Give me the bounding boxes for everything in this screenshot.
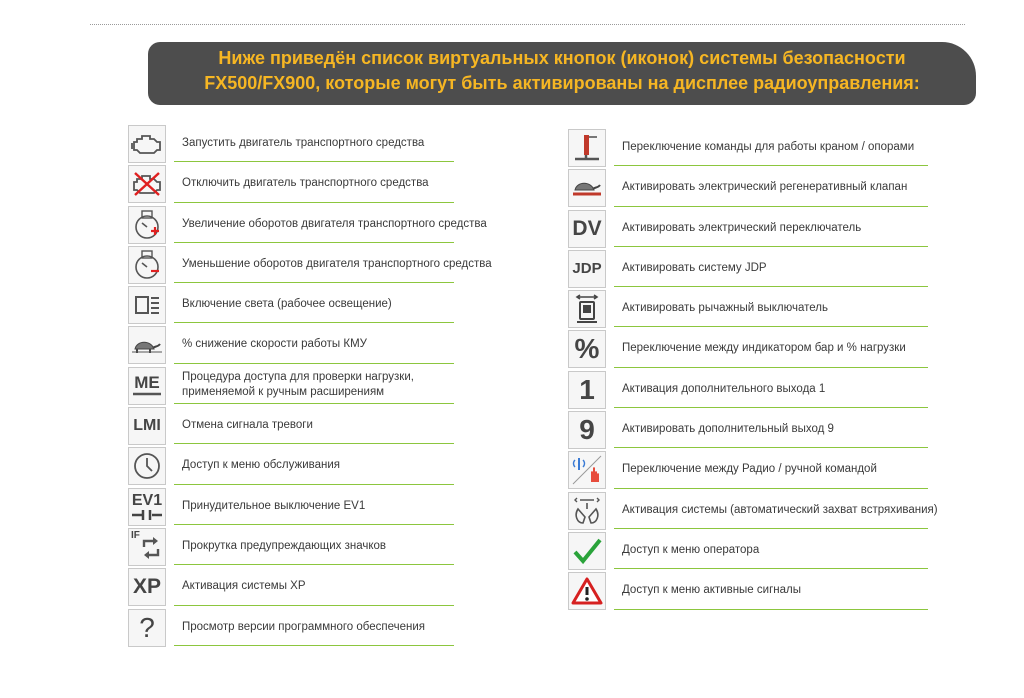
- header-banner: [148, 42, 976, 105]
- shake-system-icon[interactable]: [568, 492, 606, 530]
- row-underline: [614, 367, 928, 368]
- item-label: Увеличение оборотов двигателя транспортного средства: [182, 217, 487, 230]
- item-label: Просмотр версии программного обеспечения: [182, 620, 426, 633]
- list-item: [568, 491, 938, 531]
- row-underline: [174, 524, 454, 525]
- row-underline: [174, 645, 454, 646]
- work-light-icon[interactable]: [128, 286, 166, 324]
- me-icon[interactable]: ME: [128, 367, 166, 405]
- checkmark-icon[interactable]: [568, 532, 606, 570]
- row-underline: [614, 447, 928, 448]
- list-item: [128, 487, 454, 527]
- engine-rpm-down-icon[interactable]: [128, 246, 166, 284]
- list-item: [128, 205, 487, 245]
- item-label: Переключение между индикатором бар и % нагрузки: [622, 342, 906, 355]
- item-label: Отмена сигнала тревоги: [182, 419, 313, 432]
- row-underline: [614, 206, 928, 207]
- row-underline: [614, 165, 928, 166]
- engine-start-icon[interactable]: [128, 125, 166, 163]
- list-item: [568, 209, 928, 249]
- item-label: Активировать систему JDP: [622, 261, 767, 274]
- row-underline: [174, 484, 454, 485]
- list-item: [128, 164, 454, 204]
- list-item: [128, 285, 454, 325]
- list-item: [568, 370, 928, 410]
- row-underline: [614, 246, 928, 247]
- scroll-warnings-icon[interactable]: IF: [128, 528, 166, 566]
- item-label: Уменьшение оборотов двигателя транспортного средства: [182, 257, 492, 270]
- list-item: [568, 571, 928, 611]
- row-underline: [174, 403, 454, 404]
- list-item: [128, 406, 454, 446]
- question-icon[interactable]: ?: [128, 609, 166, 647]
- list-item: [568, 289, 928, 329]
- list-item: [568, 531, 928, 571]
- warning-icon[interactable]: [568, 572, 606, 610]
- list-item: [568, 410, 928, 450]
- row-underline: [174, 161, 454, 162]
- row-underline: [174, 242, 454, 243]
- list-item: [568, 450, 928, 490]
- row-underline: [614, 528, 928, 529]
- list-item: [568, 128, 928, 168]
- dv-icon[interactable]: DV: [568, 210, 606, 248]
- top-dotted-divider: [90, 24, 965, 25]
- list-item: [568, 329, 928, 369]
- aux-output-1-icon[interactable]: 1: [568, 371, 606, 409]
- item-label: Активировать рычажный выключатель: [622, 302, 829, 315]
- item-label: Прокрутка предупреждающих значков: [182, 539, 387, 552]
- item-label: Принудительное выключение EV1: [182, 499, 366, 512]
- engine-stop-icon[interactable]: [128, 165, 166, 203]
- row-underline: [614, 407, 928, 408]
- list-item: [568, 249, 928, 289]
- right-icon-list: [568, 128, 938, 612]
- item-label: Активация системы XP: [182, 580, 306, 593]
- list-item: [128, 446, 454, 486]
- list-item: [568, 168, 928, 208]
- item-label: Активировать электрический переключатель: [622, 221, 862, 234]
- item-label: Активация системы (автоматический захват встряхивания): [622, 503, 938, 516]
- row-underline: [614, 488, 928, 489]
- list-item: [128, 245, 492, 285]
- item-label: Активировать электрический регенеративный клапан: [622, 181, 908, 194]
- item-label: Активация дополнительного выхода 1: [622, 382, 826, 395]
- row-underline: [174, 322, 454, 323]
- row-underline: [614, 286, 928, 287]
- list-item: [128, 567, 454, 607]
- row-underline: [174, 282, 454, 283]
- list-item: [128, 325, 454, 365]
- row-underline: [614, 609, 928, 610]
- header-line-2: FX500/FX900, которые могут быть активированы на дисплее радиоуправления:: [204, 73, 920, 93]
- row-underline: [174, 363, 454, 364]
- list-item: [128, 124, 454, 164]
- item-label: Доступ к меню активные сигналы: [622, 584, 801, 597]
- row-underline: [174, 605, 454, 606]
- row-underline: [614, 568, 928, 569]
- list-item: [128, 366, 454, 406]
- xp-icon[interactable]: XP: [128, 568, 166, 606]
- row-underline: [174, 202, 454, 203]
- row-underline: [174, 443, 454, 444]
- crane-outrigger-icon[interactable]: [568, 129, 606, 167]
- left-icon-list: [128, 124, 492, 648]
- lmi-icon[interactable]: LMI: [128, 407, 166, 445]
- percent-icon[interactable]: %: [568, 330, 606, 368]
- item-label: Переключение команды для работы краном / опорами: [622, 141, 915, 153]
- row-underline: [174, 564, 454, 565]
- lever-switch-icon[interactable]: [568, 290, 606, 328]
- item-label: Включение света (рабочее освещение): [182, 298, 392, 311]
- aux-output-9-icon[interactable]: 9: [568, 411, 606, 449]
- list-item: [128, 608, 454, 648]
- clock-icon[interactable]: [128, 447, 166, 485]
- header-line-1: Ниже приведён список виртуальных кнопок (иконок) системы безопасности: [218, 48, 906, 68]
- engine-rpm-up-icon[interactable]: [128, 206, 166, 244]
- item-label: Запустить двигатель транспортного средства: [182, 137, 425, 149]
- item-label: % снижение скорости работы КМУ: [182, 338, 367, 351]
- ev1-icon[interactable]: EV1: [128, 488, 166, 526]
- turtle-icon[interactable]: [128, 326, 166, 364]
- turtle-valve-icon[interactable]: [568, 169, 606, 207]
- item-label: Доступ к меню обслуживания: [182, 459, 341, 472]
- item-label: Процедура доступа для проверки нагрузки, применяемой к ручным расширениям: [182, 371, 414, 399]
- item-label: Активировать дополнительный выход 9: [622, 423, 834, 436]
- list-item: [128, 527, 454, 567]
- jdp-icon[interactable]: JDP: [568, 250, 606, 288]
- item-label: Доступ к меню оператора: [622, 543, 760, 556]
- radio-manual-icon[interactable]: [568, 451, 606, 489]
- item-label: Переключение между Радио / ручной командой: [622, 463, 877, 476]
- item-label: Отключить двигатель транспортного средства: [182, 177, 429, 190]
- row-underline: [614, 326, 928, 327]
